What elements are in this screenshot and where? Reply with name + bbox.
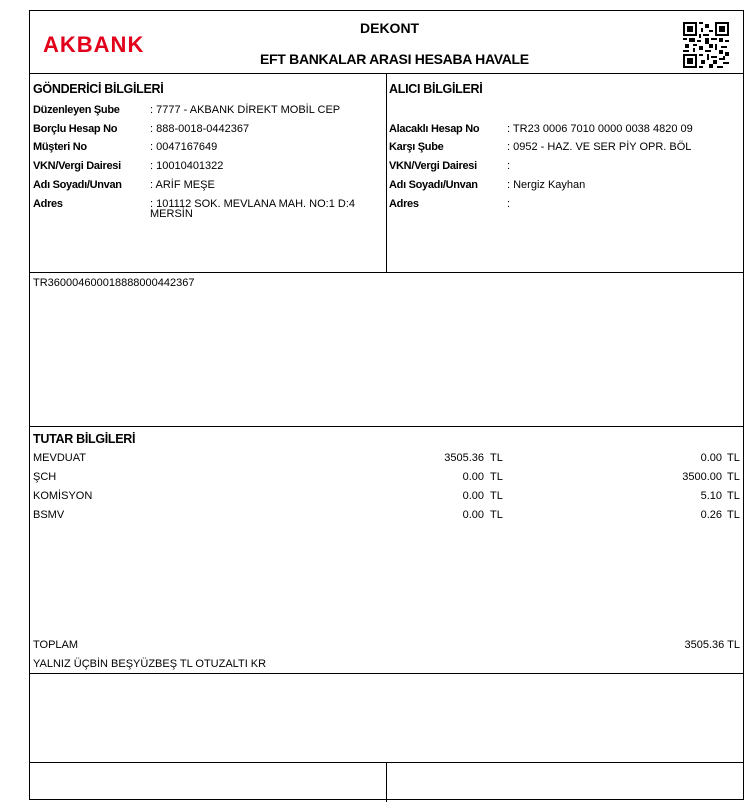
sender-tax-value: : 10010401322: [150, 160, 224, 172]
amount-right-value: 3500.00: [682, 471, 722, 483]
amount-row-label: BSMV: [33, 509, 65, 521]
receiver-address-label: Adres: [389, 198, 419, 210]
total-value: 3505.36 TL: [684, 639, 740, 651]
total-label: TOPLAM: [33, 639, 79, 651]
receiver-branch-value: : 0952 - HAZ. VE SER PİY OPR. BÖL: [507, 141, 692, 153]
receiver-name-value: : Nergiz Kayhan: [507, 179, 586, 191]
sender-section-title: GÖNDERİCİ BİLGİLERİ: [33, 82, 164, 96]
amount-right-currency: TL: [727, 452, 740, 464]
sender-branch-label: Düzenleyen Şube: [33, 104, 120, 116]
receipt-document: [29, 10, 744, 800]
sender-address-value: : 101112 SOK. MEVLANA MAH. NO:1 D:4 MERSİN: [150, 198, 356, 220]
divider: [30, 673, 743, 674]
amount-left-value: 0.00: [462, 490, 484, 502]
sender-tax-label: VKN/Vergi Dairesi: [33, 160, 121, 172]
receiver-tax-label: VKN/Vergi Dairesi: [389, 160, 477, 172]
sender-name-value: : ARİF MEŞE: [150, 179, 215, 191]
receiver-account-label: Alacaklı Hesap No: [389, 123, 480, 135]
amount-row-label: KOMİSYON: [33, 490, 93, 502]
receiver-branch-label: Karşı Şube: [389, 141, 444, 153]
total-in-words: YALNIZ ÜÇBİN BEŞYÜZBEŞ TL OTUZALTI KR: [33, 658, 267, 670]
qr-code-icon: [683, 22, 729, 68]
transaction-description: TR360004600018888000442367: [33, 277, 195, 289]
sender-account-label: Borçlu Hesap No: [33, 123, 118, 135]
amount-right-value: 0.26: [700, 509, 722, 521]
amount-left-currency: TL: [490, 471, 503, 483]
sender-branch-value: : 7777 - AKBANK DİREKT MOBİL CEP: [150, 104, 341, 116]
amount-right-currency: TL: [727, 471, 740, 483]
sender-address-label: Adres: [33, 198, 63, 210]
amount-left-value: 0.00: [462, 509, 484, 521]
amount-left-currency: TL: [490, 509, 503, 521]
receiver-tax-value: :: [507, 160, 511, 172]
receiver-address-value: :: [507, 198, 511, 210]
divider: [386, 73, 387, 272]
amount-left-currency: TL: [490, 490, 503, 502]
amount-left-currency: TL: [490, 452, 503, 464]
amount-left-value: 0.00: [462, 471, 484, 483]
amounts-section-title: TUTAR BİLGİLERİ: [33, 432, 136, 446]
sender-customer-label: Müşteri No: [33, 141, 87, 153]
amount-right-value: 5.10: [700, 490, 722, 502]
sender-name-label: Adı Soyadı/Unvan: [33, 179, 122, 191]
document-title: DEKONT: [360, 20, 420, 36]
divider: [30, 272, 743, 273]
sender-customer-value: : 0047167649: [150, 141, 218, 153]
receiver-section-title: ALICI BİLGİLERİ: [389, 82, 483, 96]
amount-right-value: 0.00: [700, 452, 722, 464]
receiver-name-label: Adı Soyadı/Unvan: [389, 179, 478, 191]
amount-row-label: ŞCH: [33, 471, 57, 483]
document-subtitle: EFT BANKALAR ARASI HESABA HAVALE: [260, 51, 529, 67]
amount-left-value: 3505.36: [444, 452, 484, 464]
amount-row-label: MEVDUAT: [33, 452, 86, 464]
akbank-logo: AKBANK: [43, 32, 145, 57]
amount-right-currency: TL: [727, 509, 740, 521]
divider: [30, 426, 743, 427]
divider: [386, 762, 387, 802]
receiver-account-value: : TR23 0006 7010 0000 0038 4820 09: [507, 123, 693, 135]
amount-right-currency: TL: [727, 490, 740, 502]
sender-account-value: : 888-0018-0442367: [150, 123, 250, 135]
